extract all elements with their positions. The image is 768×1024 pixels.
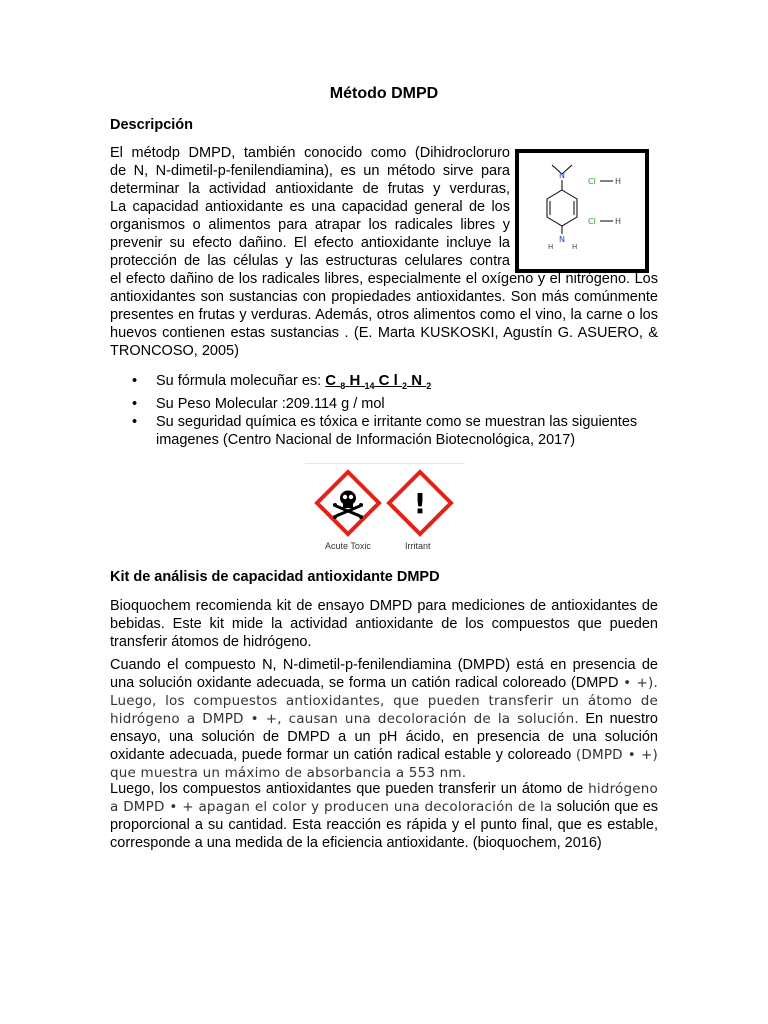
formula-cl: C l [378,372,398,389]
description-paragraph-rest: el efecto dañino de los radicales libres, especialmente el oxígeno y el nitrógeno. Los antioxidantes son sustancias con propiedades antioxidantes. Son más comúnmente presentes en frutas y verduras. Además, otros alimentos como el vino, la carne o los huevos contienen estas sustancias . (E. Marta KUSKOSKI, Agustín G. ASUERO, & TRONCOSO, 2005) [110,271,658,359]
kit-p2-part-a: Cuando el compuesto N, N-dimetil-p-fenilendiamina (DMPD) está en presencia de una solución oxidante adecuada, se forma un catión radical coloreado (DMPD [110,657,658,691]
kit-paragraph-1: Bioquochem recomienda kit de ensayo DMPD para mediciones de antioxidantes de bebidas. Este kit mide la actividad antioxidante de los compuestos que pueden transferir átomos de hidrógeno. [110,598,658,650]
h-left-atom: H [548,243,554,251]
formula-cl-count: 2 [402,381,408,391]
n-bottom-atom: N [559,235,565,244]
formula-label: Su fórmula molecuñar es: [156,373,322,389]
heading-kit: Kit de análisis de capacidad antioxidante DMPD [110,569,440,585]
desc-line: protección de las células y las estructuras celulares contra [110,253,510,269]
formula-h-count: 14 [364,381,375,391]
formula-h: H [349,372,361,389]
kit-p2-part-d: (DMPD • +) que muestra un máximo de absorbancia a 553 nm. [110,747,658,781]
cl-atom-2: Cl [588,217,596,226]
kit-p3-part-b: hidrógeno a DMPD • + apagan el color y producen una decoloración de la [110,781,658,815]
kit-p2-part-c: En nuestro ensayo, una solución de DMPD a un pH ácido, en presencia de una solución oxidante adecuada, puede formar un catión radical estable y coloreado [110,711,658,763]
formula-n: N [411,372,423,389]
exclamation-glyph: ! [413,487,427,520]
dmpd-structure-image [515,149,649,273]
desc-line: La capacidad antioxidante es una capacidad general de los [110,199,510,215]
kit-paragraph-3 [110,780,658,852]
description-paragraph-top [110,144,510,270]
n-top-atom: N [559,171,565,180]
heading-descripcion: Descripción [110,117,193,133]
kit-p3-part-c: solución que es proporcional a su cantidad. Esta reacción es rápida y el punto final, que es estable, corresponde a una medida de la eficiencia antioxidante. (bioquochem, 2016) [110,799,659,851]
list-item [110,372,670,395]
cl-atom-1: Cl [588,177,596,186]
h-atom-2: H [615,217,622,226]
acute-toxic-label: Acute Toxic [325,541,371,551]
desc-line: El métodp DMPD, también conocido como (Dihidrocloruro [110,145,510,161]
desc-line: de N, N-dimetil-p-fenilendiamina), es un método sirve para [110,163,510,179]
molecular-formula [325,372,431,389]
list-item: • Su Peso Molecular :209.114 g / mol [110,395,670,413]
h-atom-1: H [615,177,622,186]
irritant-label: Irritant [405,541,431,551]
desc-line: prevenir su efecto dañino. El efecto antioxidante incluye la [110,235,510,251]
image-top-border [305,463,465,464]
kit-paragraph-2 [110,656,658,782]
kit-p2-part-b: • +). Luego, los compuestos antioxidantes, que pueden transferir un átomo de hidrógeno a DMPD • +, causan una decoloración de la solución. [110,675,659,727]
kit-p3-part-a: Luego, los compuestos antioxidantes que pueden transferir un átomo de [110,781,584,797]
formula-n-count: 2 [426,381,432,391]
formula-c-count: 8 [340,381,346,391]
list-item: • Su seguridad química es tóxica e irritante como se muestran las siguientes imagenes (Centro Nacional de Información Biotecnológica, 2017) [110,413,670,449]
page-title: Método DMPD [329,85,439,102]
skull-crossbones-icon [317,472,379,534]
desc-line: determinar la actividad antioxidante de frutas y verduras, [110,181,510,197]
molecule-diagram [519,153,645,269]
formula-c: C [325,372,337,389]
properties-list [110,372,670,449]
desc-line: organismos o alimentos para atrapar los radicales libres y [110,217,510,233]
exclamation-icon [389,472,451,534]
h-right-atom: H [572,243,578,251]
